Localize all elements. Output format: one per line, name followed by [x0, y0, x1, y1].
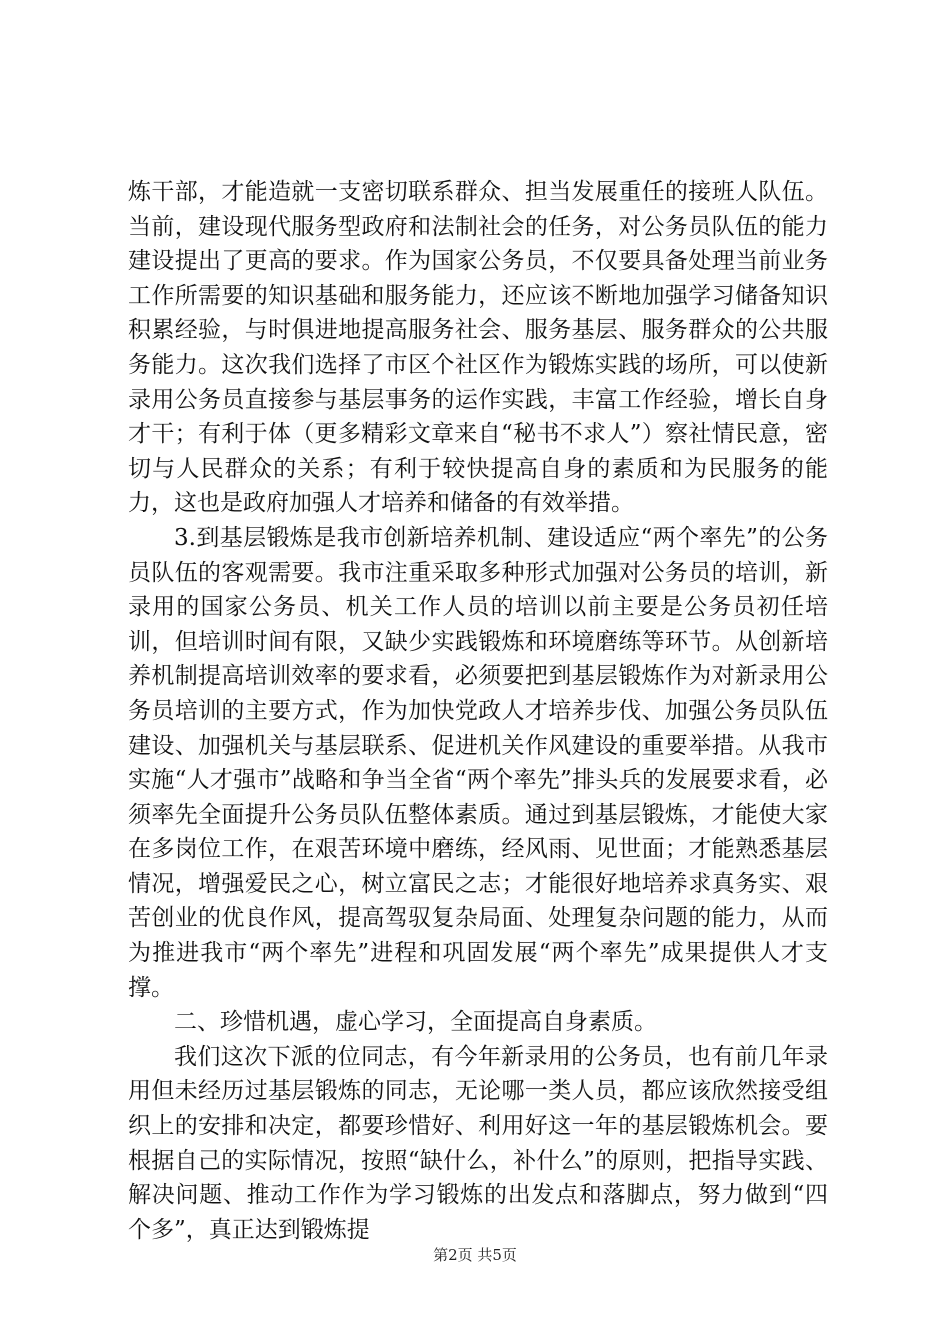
document-body [128, 175, 828, 1247]
section-heading-2: 二、珍惜机遇，虚心学习，全面提高自身素质。 [174, 1009, 657, 1036]
paragraph-item-3: 3.到基层锻炼是我市创新培养机制、建设适应“两个率先”的公务员队伍的客观需要。我市注重采取多种形式加强对公务员的培训，新录用的国家公务员、机关工作人员的培训以前主要是公务员初任培训，但培训时间有限，又缺少实践锻炼和环境磨练等环节。从创新培养机制提高培训效率的要求看，必须要把到基层锻炼作为对新录用公务员培训的主要方式，作为加快党政人才培养步伐、加强公务员队伍建设、加强机关与基层联系、促进机关作风建设的重要举措。从我市实施“人才强市”战略和争当全省“两个率先”排头兵的发展要求看，必须率先全面提升公务员队伍整体素质。通过到基层锻炼，才能使大家在多岗位工作，在艰苦环境中磨练，经风雨、见世面；才能熟悉基层情况，增强爱民之心，树立富民之志；才能很好地培养求真务实、艰苦创业的优良作风，提高驾驭复杂局面、处理复杂问题的能力，从而为推进我市“两个率先”进程和巩固发展“两个率先”成果提供人才支撑。 [128, 524, 828, 1001]
paragraph-section-2-body: 我们这次下派的位同志，有今年新录用的公务员，也有前几年录用但未经历过基层锻炼的同志，无论哪一类人员，都应该欣然接受组织上的安排和决定，都要珍惜好、利用好这一年的基层锻炼机会。要根据自己的实际情况，按照“缺什么，补什么”的原则，把指导实践、解决问题、推动工作作为学习锻炼的出发点和落脚点，努力做到“四个多”，真正达到锻炼提 [128, 1043, 828, 1243]
paragraph-continuation: 炼干部，才能造就一支密切联系群众、担当发展重任的接班人队伍。当前，建设现代服务型政府和法制社会的任务，对公务员队伍的能力建设提出了更高的要求。作为国家公务员，不仅要具备处理当前业务工作所需要的知识基础和服务能力，还应该不断地加强学习储备知识积累经验，与时俱进地提高服务社会、服务基层、服务群众的公共服务能力。这次我们选择了市区个社区作为锻炼实践的场所，可以使新录用公务员直接参与基层事务的运作实践，丰富工作经验，增长自身才干；有利于体（更多精彩文章来自“秘书不求人”）察社情民意，密切与人民群众的关系；有利于较快提高自身的素质和为民服务的能力，这也是政府加强人才培养和储备的有效举措。 [128, 179, 828, 517]
page-number-footer: 第2页 共5页 [433, 1246, 517, 1264]
